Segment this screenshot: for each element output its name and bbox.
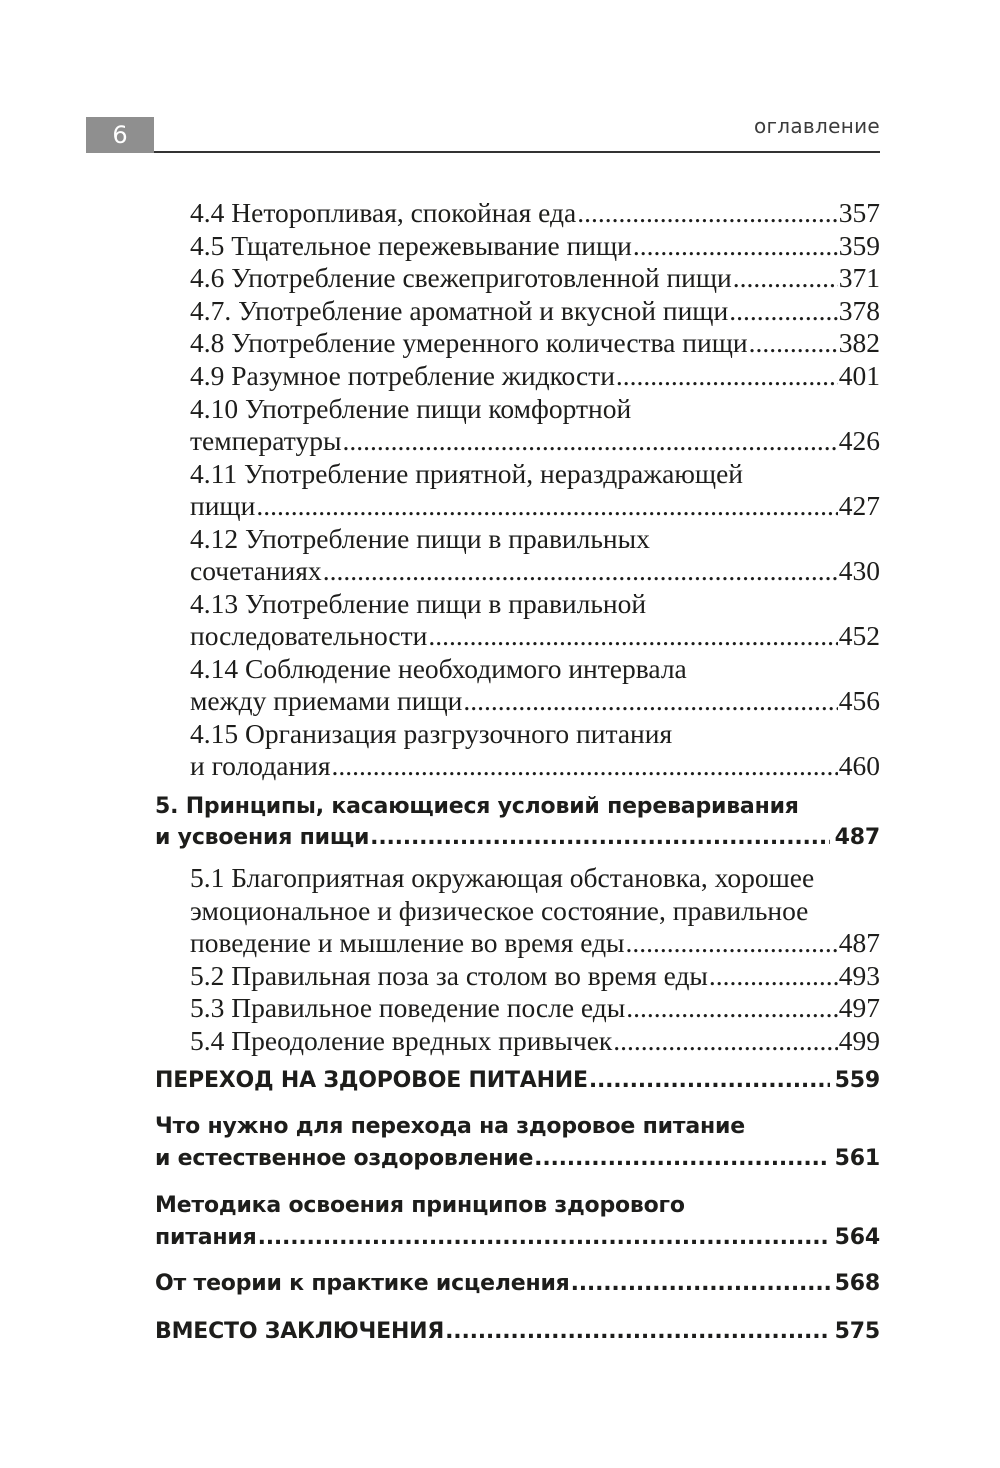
- toc-page-number: 559: [834, 1068, 880, 1093]
- toc-page-number: 452: [838, 620, 880, 651]
- toc-entry-5-2[interactable]: 5.2 Правильная поза за столом во время еды ..... 493: [190, 960, 880, 992]
- toc-entry-5-1[interactable]: поведение и мышление во время еды ..... 487: [190, 927, 880, 959]
- leader-dots: [258, 1222, 830, 1254]
- toc-entry-4-13-line1[interactable]: 4.13 Употребление пищи в правильной: [190, 588, 647, 619]
- toc-entry-4-9[interactable]: 4.9 Разумное потребление жидкости ..... 401: [190, 360, 880, 392]
- toc-needs[interactable]: и естественное оздоровление ..... 561: [155, 1143, 880, 1175]
- toc-entry-4-12[interactable]: сочетаниях ..... 430: [190, 555, 880, 587]
- toc-page-number: 575: [834, 1319, 880, 1344]
- leader-dots: [577, 197, 838, 229]
- toc-method[interactable]: питания ..... 564: [155, 1222, 880, 1254]
- toc-entry-5-1-line2[interactable]: эмоциональное и физическое состояние, правильное: [190, 895, 809, 926]
- leader-dots: [332, 750, 838, 782]
- toc-page-number: 427: [838, 490, 880, 521]
- toc-entry-5-3[interactable]: 5.3 Правильное поведение после еды ..... 497: [190, 992, 880, 1024]
- toc-entry-4-13[interactable]: последовательности ..... 452: [190, 620, 880, 652]
- toc-page-number: 561: [834, 1146, 880, 1171]
- page-number: 6: [86, 117, 154, 153]
- toc-entry-4-7[interactable]: 4.7. Употребление ароматной и вкусной пищи ..... 378: [190, 295, 880, 327]
- leader-dots: [626, 927, 838, 959]
- toc-entry-4-12-line1[interactable]: 4.12 Употребление пищи в правильных: [190, 523, 650, 554]
- toc-page-number: 426: [838, 425, 880, 456]
- toc-entry-4-10-line1[interactable]: 4.10 Употребление пищи комфортной: [190, 393, 632, 424]
- toc-page-number: 371: [838, 262, 880, 293]
- toc-page-number: 401: [838, 360, 880, 391]
- leader-dots: [613, 1025, 837, 1057]
- leader-dots: [626, 992, 838, 1024]
- leader-dots: [729, 295, 838, 327]
- toc-entry-5-1-line1[interactable]: 5.1 Благоприятная окружающая обстановка, хорошее: [190, 862, 815, 893]
- toc-entry-4-11-line1[interactable]: 4.11 Употребление приятной, нераздражающей: [190, 458, 744, 489]
- toc-chapter-5[interactable]: и усвоения пищи ..... 487: [155, 822, 880, 854]
- toc-page-number: 564: [834, 1225, 880, 1250]
- toc-entry-4-8[interactable]: 4.8 Употребление умеренного количества пищи ..... 382: [190, 327, 880, 359]
- leader-dots: [534, 1143, 830, 1175]
- leader-dots: [323, 555, 838, 587]
- toc-page-number: 568: [834, 1271, 880, 1296]
- leader-dots: [633, 230, 838, 262]
- toc-entry-4-5[interactable]: 4.5 Тщательное пережевывание пищи ..... 359: [190, 230, 880, 262]
- leader-dots: [256, 490, 837, 522]
- toc-entry-5-4[interactable]: 5.4 Преодоление вредных привычек ..... 499: [190, 1025, 880, 1057]
- toc-conclusion[interactable]: ВМЕСТО ЗАКЛЮЧЕНИЯ ..... 575: [155, 1316, 880, 1348]
- toc-page-number: 357: [838, 197, 880, 228]
- toc-theory[interactable]: От теории к практике исцеления ..... 568: [155, 1268, 880, 1300]
- toc-page-number: 359: [838, 230, 880, 261]
- toc-page-number: 456: [838, 685, 880, 716]
- toc-entry-4-14-line1[interactable]: 4.14 Соблюдение необходимого интервала: [190, 653, 687, 684]
- toc-part-transition[interactable]: ПЕРЕХОД НА ЗДОРОВОЕ ПИТАНИЕ ..... 559: [155, 1065, 880, 1097]
- leader-dots: [589, 1065, 830, 1097]
- leader-dots: [749, 327, 838, 359]
- toc-page-number: 487: [834, 825, 880, 850]
- toc-page-number: 493: [838, 960, 880, 991]
- toc-page-number: 382: [838, 327, 880, 358]
- toc-chapter-5-line1[interactable]: 5. Принципы, касающиеся условий переваривания: [155, 794, 799, 819]
- header-rule: [154, 151, 880, 153]
- leader-dots: [342, 425, 837, 457]
- toc-page-number: 378: [838, 295, 880, 326]
- toc-entry-4-6[interactable]: 4.6 Употребление свежеприготовленной пищи ..... 371: [190, 262, 880, 294]
- toc-page-number: 499: [838, 1025, 880, 1056]
- toc-entry-4-4[interactable]: 4.4 Неторопливая, спокойная еда ..... 357: [190, 197, 880, 229]
- toc-page-number: 497: [838, 992, 880, 1023]
- toc-page-number: 430: [838, 555, 880, 586]
- leader-dots: [709, 960, 838, 992]
- running-header-section-name: оглавление: [753, 114, 880, 138]
- leader-dots: [370, 822, 830, 854]
- toc-page-number: 487: [838, 927, 880, 958]
- toc-entry-4-15[interactable]: и голодания ..... 460: [190, 750, 880, 782]
- toc-entry-4-11[interactable]: пищи ..... 427: [190, 490, 880, 522]
- leader-dots: [445, 1316, 830, 1348]
- toc-entry-4-14[interactable]: между приемами пищи ..... 456: [190, 685, 880, 717]
- leader-dots: [428, 620, 837, 652]
- toc-method-line1[interactable]: Методика освоения принципов здорового: [155, 1193, 685, 1218]
- leader-dots: [571, 1268, 830, 1300]
- toc-page-number: 460: [838, 750, 880, 781]
- toc-entry-4-10[interactable]: температуры ..... 426: [190, 425, 880, 457]
- toc-needs-line1[interactable]: Что нужно для перехода на здоровое питание: [155, 1114, 745, 1139]
- leader-dots: [733, 262, 838, 294]
- leader-dots: [463, 685, 837, 717]
- toc-entry-4-15-line1[interactable]: 4.15 Организация разгрузочного питания: [190, 718, 673, 749]
- leader-dots: [616, 360, 838, 392]
